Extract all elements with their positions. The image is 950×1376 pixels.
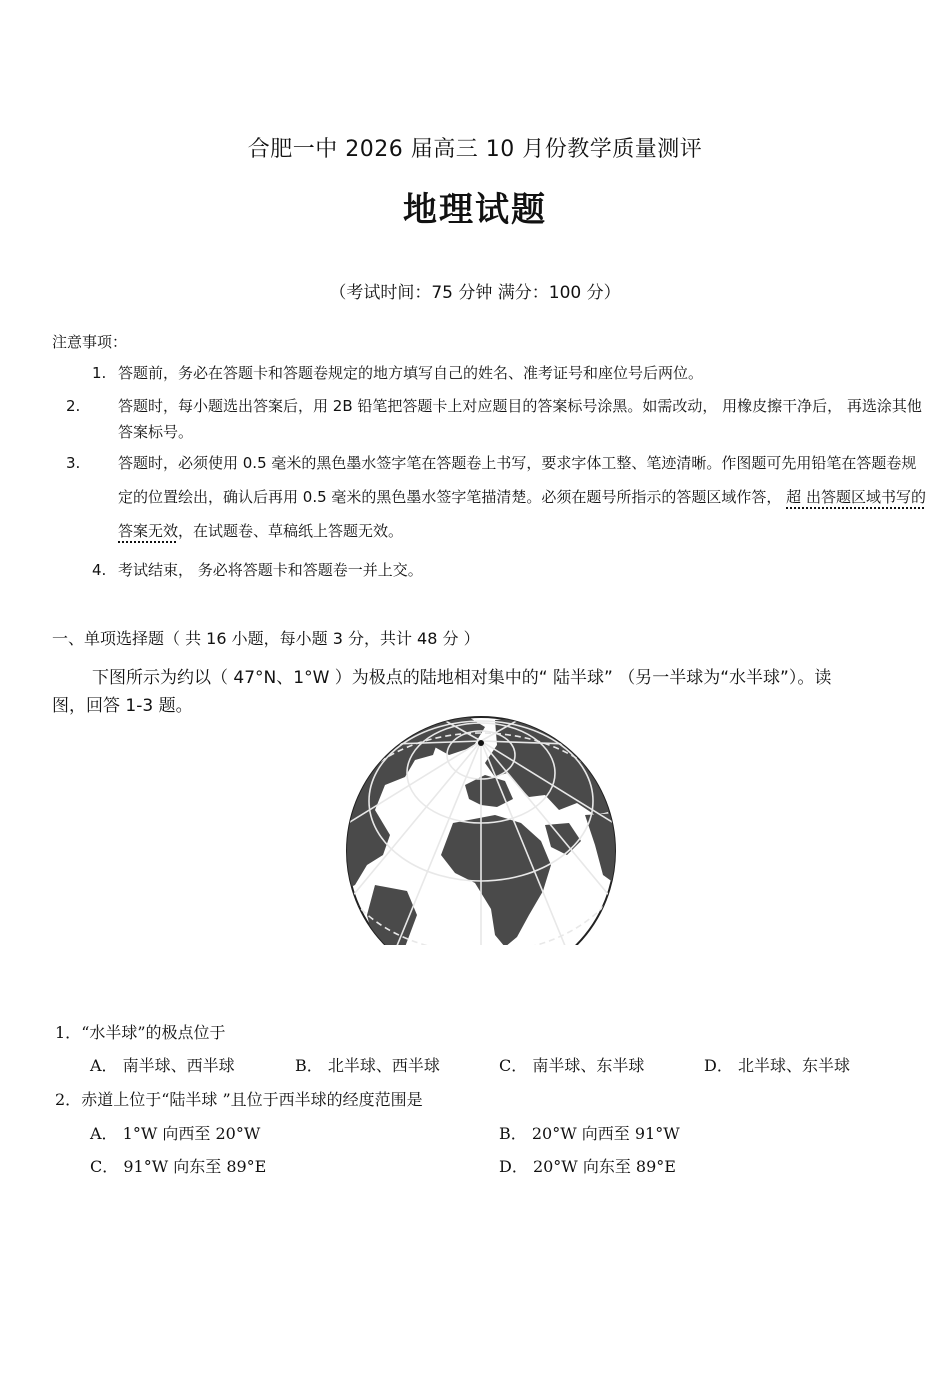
- notice-heading: 注意事项：: [52, 333, 128, 351]
- q2-option-b: [499, 1121, 680, 1144]
- question-stem: “水半球”的极点位于: [81, 1023, 226, 1042]
- option-label: C．: [499, 1056, 528, 1075]
- exam-info: （考试时间：75 分钟 满分：100 分）: [329, 283, 621, 303]
- option-text: 北半球、东半球: [737, 1056, 850, 1075]
- option-label: B．: [499, 1124, 527, 1143]
- q2-option-c: [90, 1154, 266, 1177]
- notice-item: [92, 360, 703, 386]
- question-2: [55, 1087, 423, 1110]
- notice-item-text: 答题时，必须使用 0.5 毫米的黑色墨水签字笔在答题卷上书写，要求字体工整、笔迹清晰。作图题可先用铅笔在答题卷规定的位置绘出，确认后再用 0.5 毫米的黑色墨水签字笔描清楚。必须在题号所指示的答题区域作答，: [118, 454, 917, 506]
- option-text: 南半球、西半球: [122, 1056, 235, 1075]
- question-number: 2．: [55, 1090, 82, 1109]
- notice-item: [66, 446, 930, 548]
- option-text: 91°W 向东至 89°E: [123, 1157, 267, 1176]
- q2-option-a: [90, 1121, 260, 1144]
- question-1: [55, 1020, 226, 1043]
- section-intro: 下图所示为约以（ 47°N、1°W ）为极点的陆地相对集中的“ 陆半球” （另一半球为“水半球”）。读图，回答 1-3 题。: [52, 668, 832, 716]
- option-label: B．: [295, 1056, 323, 1075]
- notice-item-text: 考试结束， 务必将答题卡和答题卷一并上交。: [118, 561, 423, 579]
- q1-option-d: [704, 1053, 850, 1076]
- q2-option-d: [499, 1154, 676, 1177]
- pole-marker: [478, 740, 484, 746]
- notice-item-emphasis: 超 出答题区域书写的答案无效: [118, 488, 926, 540]
- globe-svg: [345, 715, 617, 947]
- notice-item-text-end: ，在试题卷、草稿纸上答题无效。: [178, 522, 404, 540]
- q1-option-a: [90, 1053, 235, 1076]
- option-text: 南半球、东半球: [532, 1056, 645, 1075]
- school-title: 合肥一中 2026 届高三 10 月份教学质量测评: [247, 137, 703, 162]
- notice-item-number: 4.: [92, 561, 107, 579]
- subject-title: 地理试题: [403, 190, 547, 230]
- option-label: D．: [704, 1056, 733, 1075]
- notice-item-text: 答题前，务必在答题卡和答题卷规定的地方填写自己的姓名、准考证号和座位号后两位。: [118, 364, 704, 382]
- notice-item-number: 2.: [66, 397, 81, 415]
- q1-option-b: [295, 1053, 440, 1076]
- option-label: A．: [90, 1056, 118, 1075]
- option-text: 北半球、西半球: [327, 1056, 440, 1075]
- notice-item-text: 答题时，每小题选出答案后，用 2B 铅笔把答题卡上对应题目的答案标号涂黑。如需改动， 用橡皮擦干净后， 再选涂其他答案标号。: [118, 397, 922, 441]
- land-hemisphere-figure: [345, 715, 617, 947]
- q1-option-c: [499, 1053, 644, 1076]
- notice-item: [66, 393, 930, 445]
- option-label: C．: [90, 1157, 119, 1176]
- notice-item-number: 1.: [92, 364, 107, 382]
- option-label: D．: [499, 1157, 528, 1176]
- section-title: 一、单项选择题（ 共 16 小题，每小题 3 分，共计 48 分 ）: [52, 629, 480, 648]
- option-text: 20°W 向东至 89°E: [532, 1157, 676, 1176]
- notice-item-number: 3.: [66, 454, 81, 472]
- option-text: 1°W 向西至 20°W: [122, 1124, 261, 1143]
- notice-item: [92, 557, 423, 583]
- option-text: 20°W 向西至 91°W: [531, 1124, 680, 1143]
- question-number: 1．: [55, 1023, 82, 1042]
- question-stem: 赤道上位于“陆半球 ”且位于西半球的经度范围是: [81, 1090, 423, 1109]
- option-label: A．: [90, 1124, 118, 1143]
